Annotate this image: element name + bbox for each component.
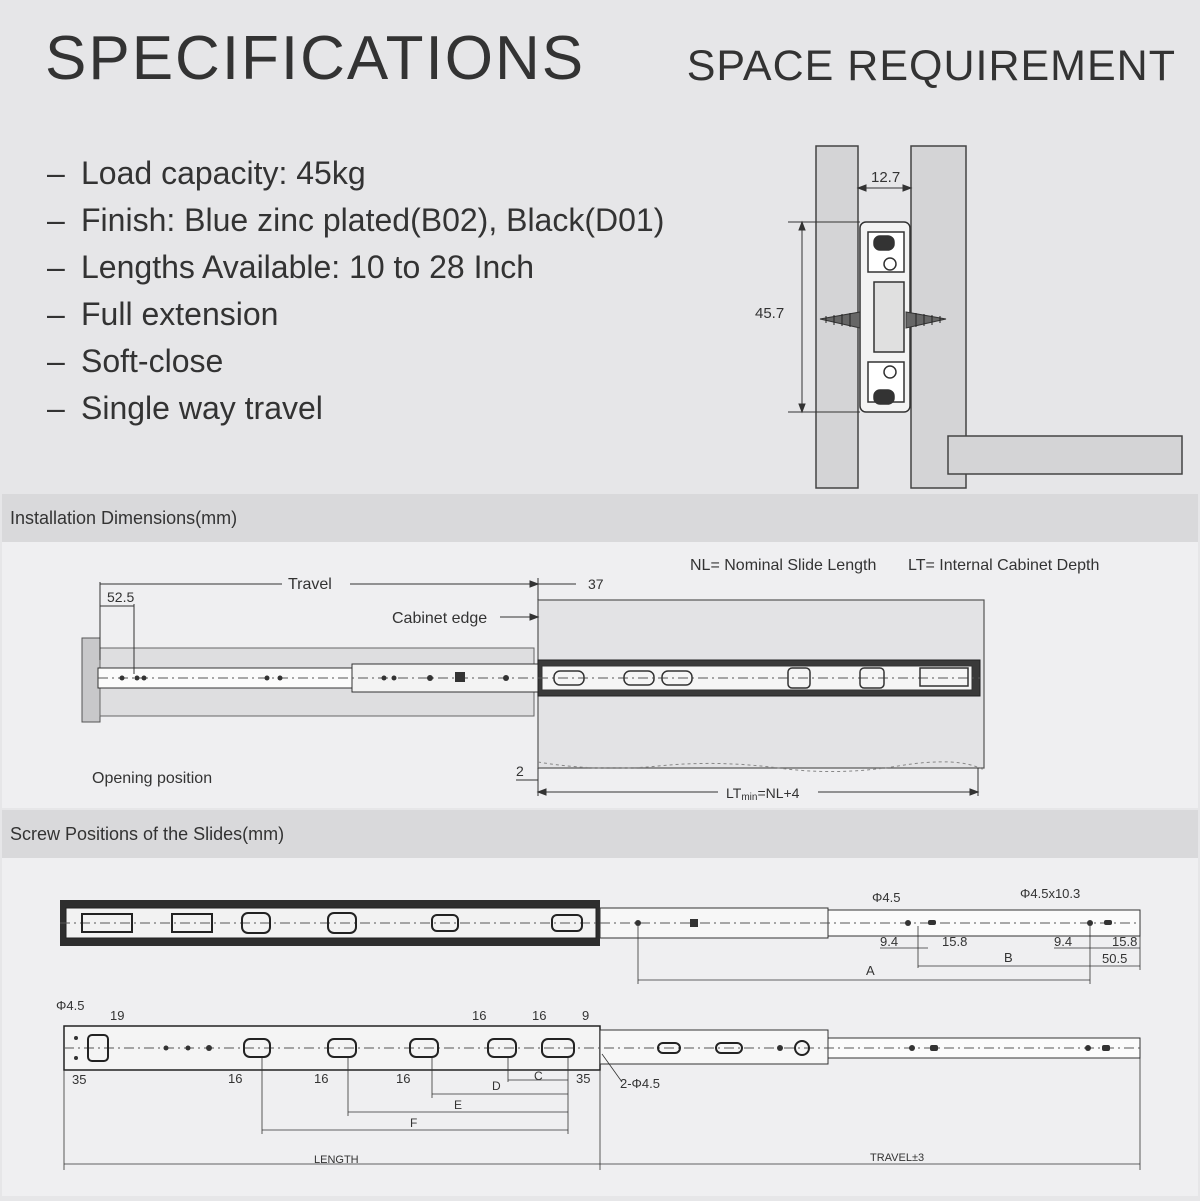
lt-main: LT (726, 785, 742, 801)
cabinet-edge-label: Cabinet edge (392, 610, 488, 627)
spec-item-text: Load capacity: 45kg (81, 155, 366, 191)
bottom-d16b: 16 (532, 1008, 547, 1023)
screw-positions-header (2, 810, 1198, 858)
bottom-dimensions (64, 1054, 1140, 1170)
spec-item: – Single way travel (47, 390, 323, 426)
spec-item-text: Finish: Blue zinc plated(B02), Black(D01) (81, 202, 665, 238)
dim-52-5: 52.5 (107, 589, 135, 605)
screw-positions-title: Screw Positions of the Slides(mm) (10, 824, 285, 844)
opening-position-label: Opening position (92, 770, 213, 787)
travel-label: Travel (288, 576, 332, 593)
spec-item-text: Soft-close (81, 343, 224, 379)
installation-header (2, 494, 1198, 542)
bottom-d35a: 35 (72, 1072, 87, 1087)
height-dim-label: 45.7 (755, 305, 785, 322)
bottom-d16c: 16 (228, 1071, 243, 1086)
spec-item-text: Single way travel (81, 390, 323, 426)
installation-title: Installation Dimensions(mm) (10, 508, 238, 528)
installation-diagram (2, 542, 1198, 808)
installation-panel (2, 542, 1198, 808)
space-requirement-diagram (740, 140, 1190, 490)
dim-2: 2 (516, 763, 524, 779)
spec-list (47, 150, 664, 432)
spec-item: – Full extension (47, 296, 279, 332)
bottom-phi45: Φ4.5 (56, 998, 85, 1013)
space-requirement-title: SPACE REQUIREMENT (686, 42, 1176, 90)
screw-positions-diagram (2, 858, 1198, 1196)
cabinet-edge-pointer (500, 614, 538, 620)
bottom-d9: 9 (582, 1008, 590, 1023)
drawer-bottom (948, 436, 1182, 474)
drawer-front (82, 638, 100, 722)
slide-cross-section (860, 222, 910, 412)
spec-item-text: Full extension (81, 296, 279, 332)
lt-sub: min (741, 792, 758, 803)
top-phi45: Φ4.5 (872, 890, 901, 905)
bottom-d35b: 35 (576, 1071, 591, 1086)
top-d94b: 9.4 (1054, 934, 1073, 949)
travel-tolerance-label: TRAVEL±3 (870, 1152, 925, 1164)
top-d158a: 15.8 (942, 934, 968, 949)
top-d94a: 9.4 (880, 934, 899, 949)
spec-item: – Load capacity: 45kg (47, 155, 366, 191)
specifications-title: SPECIFICATIONS (45, 24, 586, 93)
top-d158b: 15.8 (1112, 934, 1138, 949)
bottom-d16d: 16 (314, 1071, 329, 1086)
legend-lt: LT= Internal Cabinet Depth (908, 557, 1100, 574)
screw-positions-panel (2, 858, 1198, 1196)
lt-rest: =NL+4 (757, 785, 800, 801)
lt-formula (726, 785, 800, 803)
length-label: LENGTH (314, 1154, 359, 1166)
label-e: E (454, 1098, 463, 1112)
dim-37: 37 (588, 576, 604, 592)
label-f: F (410, 1116, 418, 1130)
specifications-section (0, 0, 1200, 490)
slide-top-view (60, 900, 1140, 946)
spec-item: – Soft-close (47, 343, 224, 379)
bottom-d19: 19 (110, 1008, 125, 1023)
bottom-d16e: 16 (396, 1071, 411, 1086)
spec-item: – Lengths Available: 10 to 28 Inch (47, 249, 535, 285)
label-b: B (1004, 950, 1013, 965)
bottom-d16a: 16 (472, 1008, 487, 1023)
top-phi45x: Φ4.5x10.3 (1020, 886, 1081, 901)
slide-bottom-view (64, 1026, 1140, 1070)
spec-item-text: Lengths Available: 10 to 28 Inch (81, 249, 535, 285)
spec-item: – Finish: Blue zinc plated(B02), Black(D01) (47, 202, 665, 238)
label-c: C (534, 1069, 543, 1083)
width-dim-label: 12.7 (871, 169, 901, 186)
label-d: D (492, 1079, 501, 1093)
legend-nl: NL= Nominal Slide Length (690, 557, 877, 574)
two-phi-label: 2-Φ4.5 (620, 1076, 661, 1091)
top-d505: 50.5 (1102, 951, 1128, 966)
label-a: A (866, 963, 875, 978)
